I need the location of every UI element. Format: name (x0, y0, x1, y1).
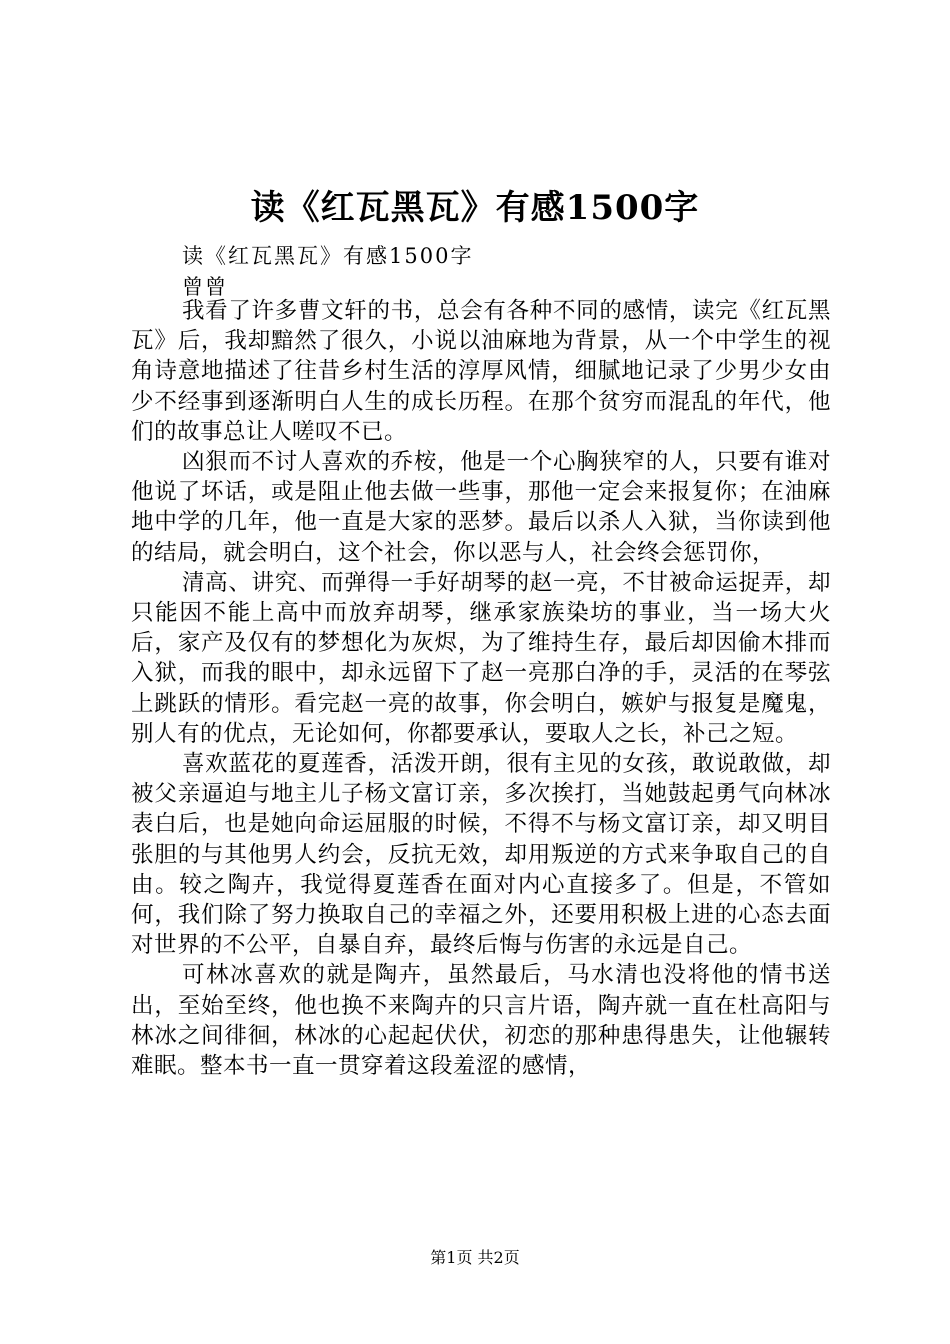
document-subtitle: 读《红瓦黑瓦》有感1500字 (182, 244, 474, 268)
paragraph: 喜欢蓝花的夏莲香，活泼开朗，很有主见的女孩，敢说敢做，却被父亲逼迫与地主儿子杨文富订亲，多次挨打，当她鼓起勇气向林冰表白后，也是她向命运屈服的时候，不得不与杨文富订亲，却又明目张胆的与其他男人约会，反抗无效，却用叛逆的方式来争取自己的自由。较之陶卉，我觉得夏莲香在面对内心直接多了。但是，不管如何，我们除了努力换取自己的幸福之外，还要用积极上进的心态去面对世界的不公平，自暴自弃，最终后悔与伤害的永远是自己。 (131, 751, 831, 959)
article-body (131, 296, 831, 1081)
paragraph: 我看了许多曹文轩的书，总会有各种不同的感情，读完《红瓦黑瓦》后，我却黯然了很久，小说以油麻地为背景，从一个中学生的视角诗意地描述了往昔乡村生活的淳厚风情，细腻地记录了少男少女由少不经事到逐渐明白人生的成长历程。在那个贫穷而混乱的年代，他们的故事总让人嗟叹不已。 (131, 298, 831, 445)
page-number-footer: 第1页 共2页 (430, 1248, 520, 1267)
paragraph: 清高、讲究、而弹得一手好胡琴的赵一亮，不甘被命运捉弄，却只能因不能上高中而放弃胡琴，继承家族染坊的事业，当一场大火后，家产及仅有的梦想化为灰烬，为了维持生存，最后却因偷木排而入狱，而我的眼中，却永远留下了赵一亮那白净的手，灵活的在琴弦上跳跃的情形。看完赵一亮的故事，你会明白，嫉妒与报复是魔鬼，别人有的优点，无论如何，你都要承认，要取人之长，补己之短。 (131, 569, 831, 747)
author-name: 曾曾 (182, 275, 228, 299)
paragraph: 可林冰喜欢的就是陶卉，虽然最后，马水清也没将他的情书送出，至始至终，他也换不来陶卉的只言片语，陶卉就一直在杜高阳与林冰之间徘徊，林冰的心起起伏伏，初恋的那种患得患失，让他辗转难眠。整本书一直一贯穿着这段羞涩的感情， (131, 962, 831, 1080)
paragraph: 凶狠而不讨人喜欢的乔桉，他是一个心胸狭窄的人，只要有谁对他说了坏话，或是阻止他去做一些事，那他一定会来报复你；在油麻地中学的几年，他一直是大家的恶梦。最后以杀人入狱，当你读到他的结局，就会明白，这个社会，你以恶与人，社会终会惩罚你， (131, 449, 831, 566)
document-title: 读《红瓦黑瓦》有感1500字 (250, 188, 700, 228)
